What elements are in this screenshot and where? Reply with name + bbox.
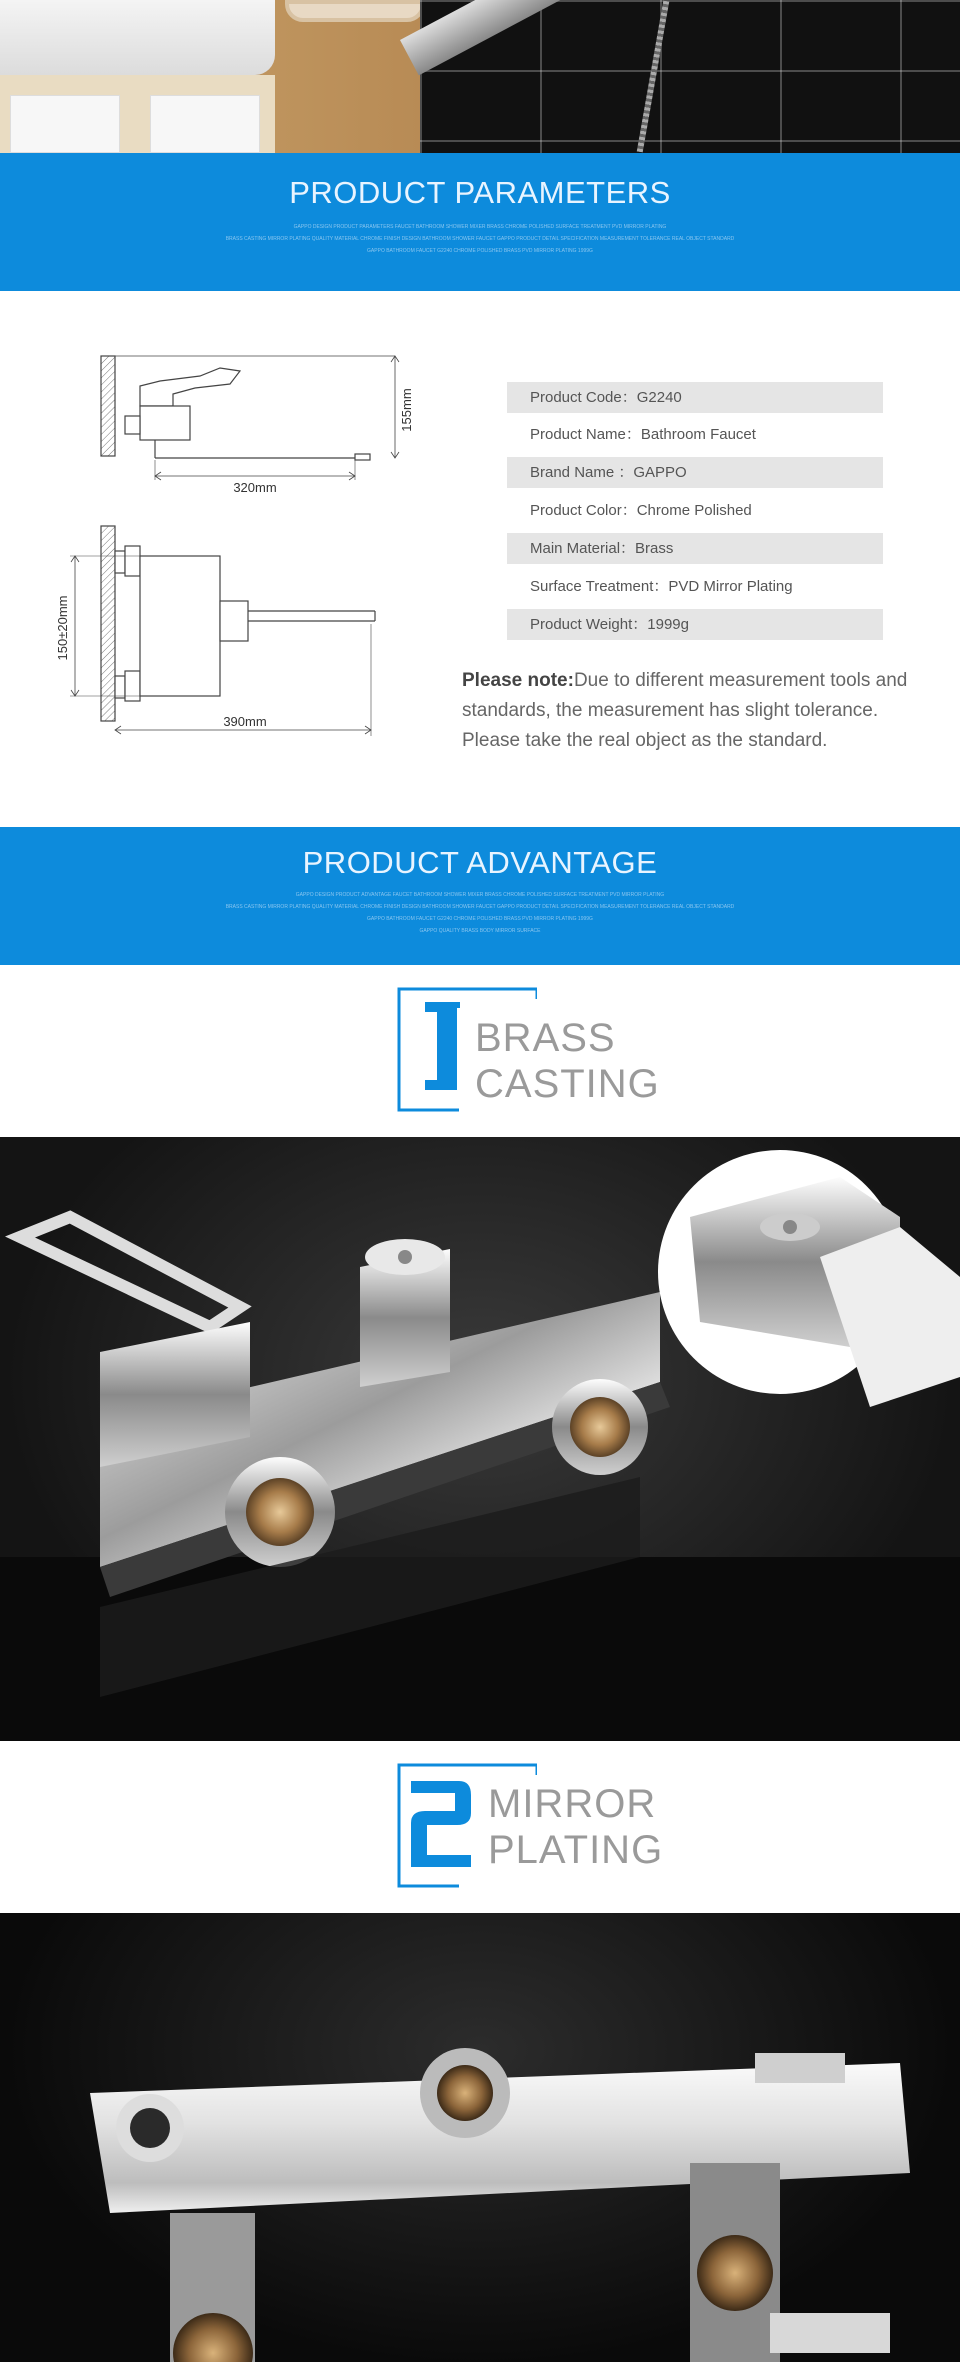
note-lead: Please note: (462, 670, 574, 691)
faucet-photo-brass-casting (0, 1137, 960, 1741)
spec-row: Product Color：Chrome Polished (530, 502, 752, 519)
advantage-fine-print: GAPPO QUALITY BRASS BODY MIRROR SURFACE (419, 928, 541, 934)
note-text: Due to different measurement tools and standards, the measurement has slight tolerance. Please take the real object as the standard. (462, 670, 908, 751)
dimension-label: 150±20mm (55, 595, 70, 661)
dimension-label: 390mm (223, 714, 267, 729)
parameters-banner (0, 153, 960, 291)
dimension-drawing (55, 346, 415, 756)
spec-row: Product Name：Bathroom Faucet (530, 426, 756, 443)
dimension-label: 320mm (233, 480, 277, 495)
feature-title-line: CASTING (475, 1062, 660, 1106)
mirror-image (285, 0, 425, 22)
advantage-fine-print: GAPPO DESIGN PRODUCT ADVANTAGE FAUCET BATHROOM SHOWER MIXER BRASS CHROME POLISHED SURFACE TREATMENT PVD MIRROR PLATING (295, 892, 665, 898)
feature-brass-casting (0, 965, 960, 1137)
spec-row: Product Code：G2240 (507, 382, 883, 413)
parameters-fine-print: GAPPO DESIGN PRODUCT PARAMETERS FAUCET BATHROOM SHOWER MIXER BRASS CHROME POLISHED SURFACE TREATMENT PVD MIRROR PLATING (293, 224, 667, 230)
sink-image (0, 0, 275, 75)
advantage-fine-print: GAPPO BATHROOM FAUCET G2240 CHROME POLISHED BRASS PVD MIRROR PLATING 1999G (367, 916, 593, 922)
spec-row: Surface Treatment：PVD Mirror Plating (530, 578, 793, 595)
spec-row: Brand Name ：GAPPO (507, 457, 883, 488)
feature-title-line: PLATING (488, 1828, 664, 1872)
feature-mirror-plating (0, 1741, 960, 1913)
spec-row: Main Material：Brass (507, 533, 883, 564)
parameters-section (0, 291, 960, 827)
measurement-note (462, 666, 922, 756)
advantage-banner (0, 827, 960, 965)
feature-title-line: MIRROR (488, 1782, 657, 1826)
feature-title-1 (475, 1015, 660, 1107)
spec-row: Product Weight：1999g (507, 609, 883, 640)
advantage-fine-print: BRASS CASTING MIRROR PLATING QUALITY MATERIAL CHROME FINISH DESIGN BATHROOM SHOWER FAUCET GAPPO PRODUCT DETAIL SPECIFICATION MEASUREMENT TOLERANCE REAL OBJECT STANDARD (225, 904, 735, 910)
feature-title-line: BRASS (475, 1016, 616, 1060)
advantage-title: PRODUCT ADVANTAGE (302, 845, 658, 880)
parameters-title: PRODUCT PARAMETERS (289, 175, 671, 210)
parameters-fine-print: GAPPO BATHROOM FAUCET G2240 CHROME POLISHED BRASS PVD MIRROR PLATING 1999G (367, 248, 593, 254)
faucet-photo-mirror-plating (0, 1913, 960, 2362)
hero-bathroom-photo (0, 0, 960, 153)
feature-title-2 (488, 1781, 663, 1873)
dimension-label: 155mm (399, 388, 414, 432)
parameters-fine-print: BRASS CASTING MIRROR PLATING QUALITY MATERIAL CHROME FINISH DESIGN BATHROOM SHOWER FAUCET GAPPO PRODUCT DETAIL SPECIFICATION MEASUREMENT TOLERANCE REAL OBJECT STANDARD (225, 236, 735, 242)
